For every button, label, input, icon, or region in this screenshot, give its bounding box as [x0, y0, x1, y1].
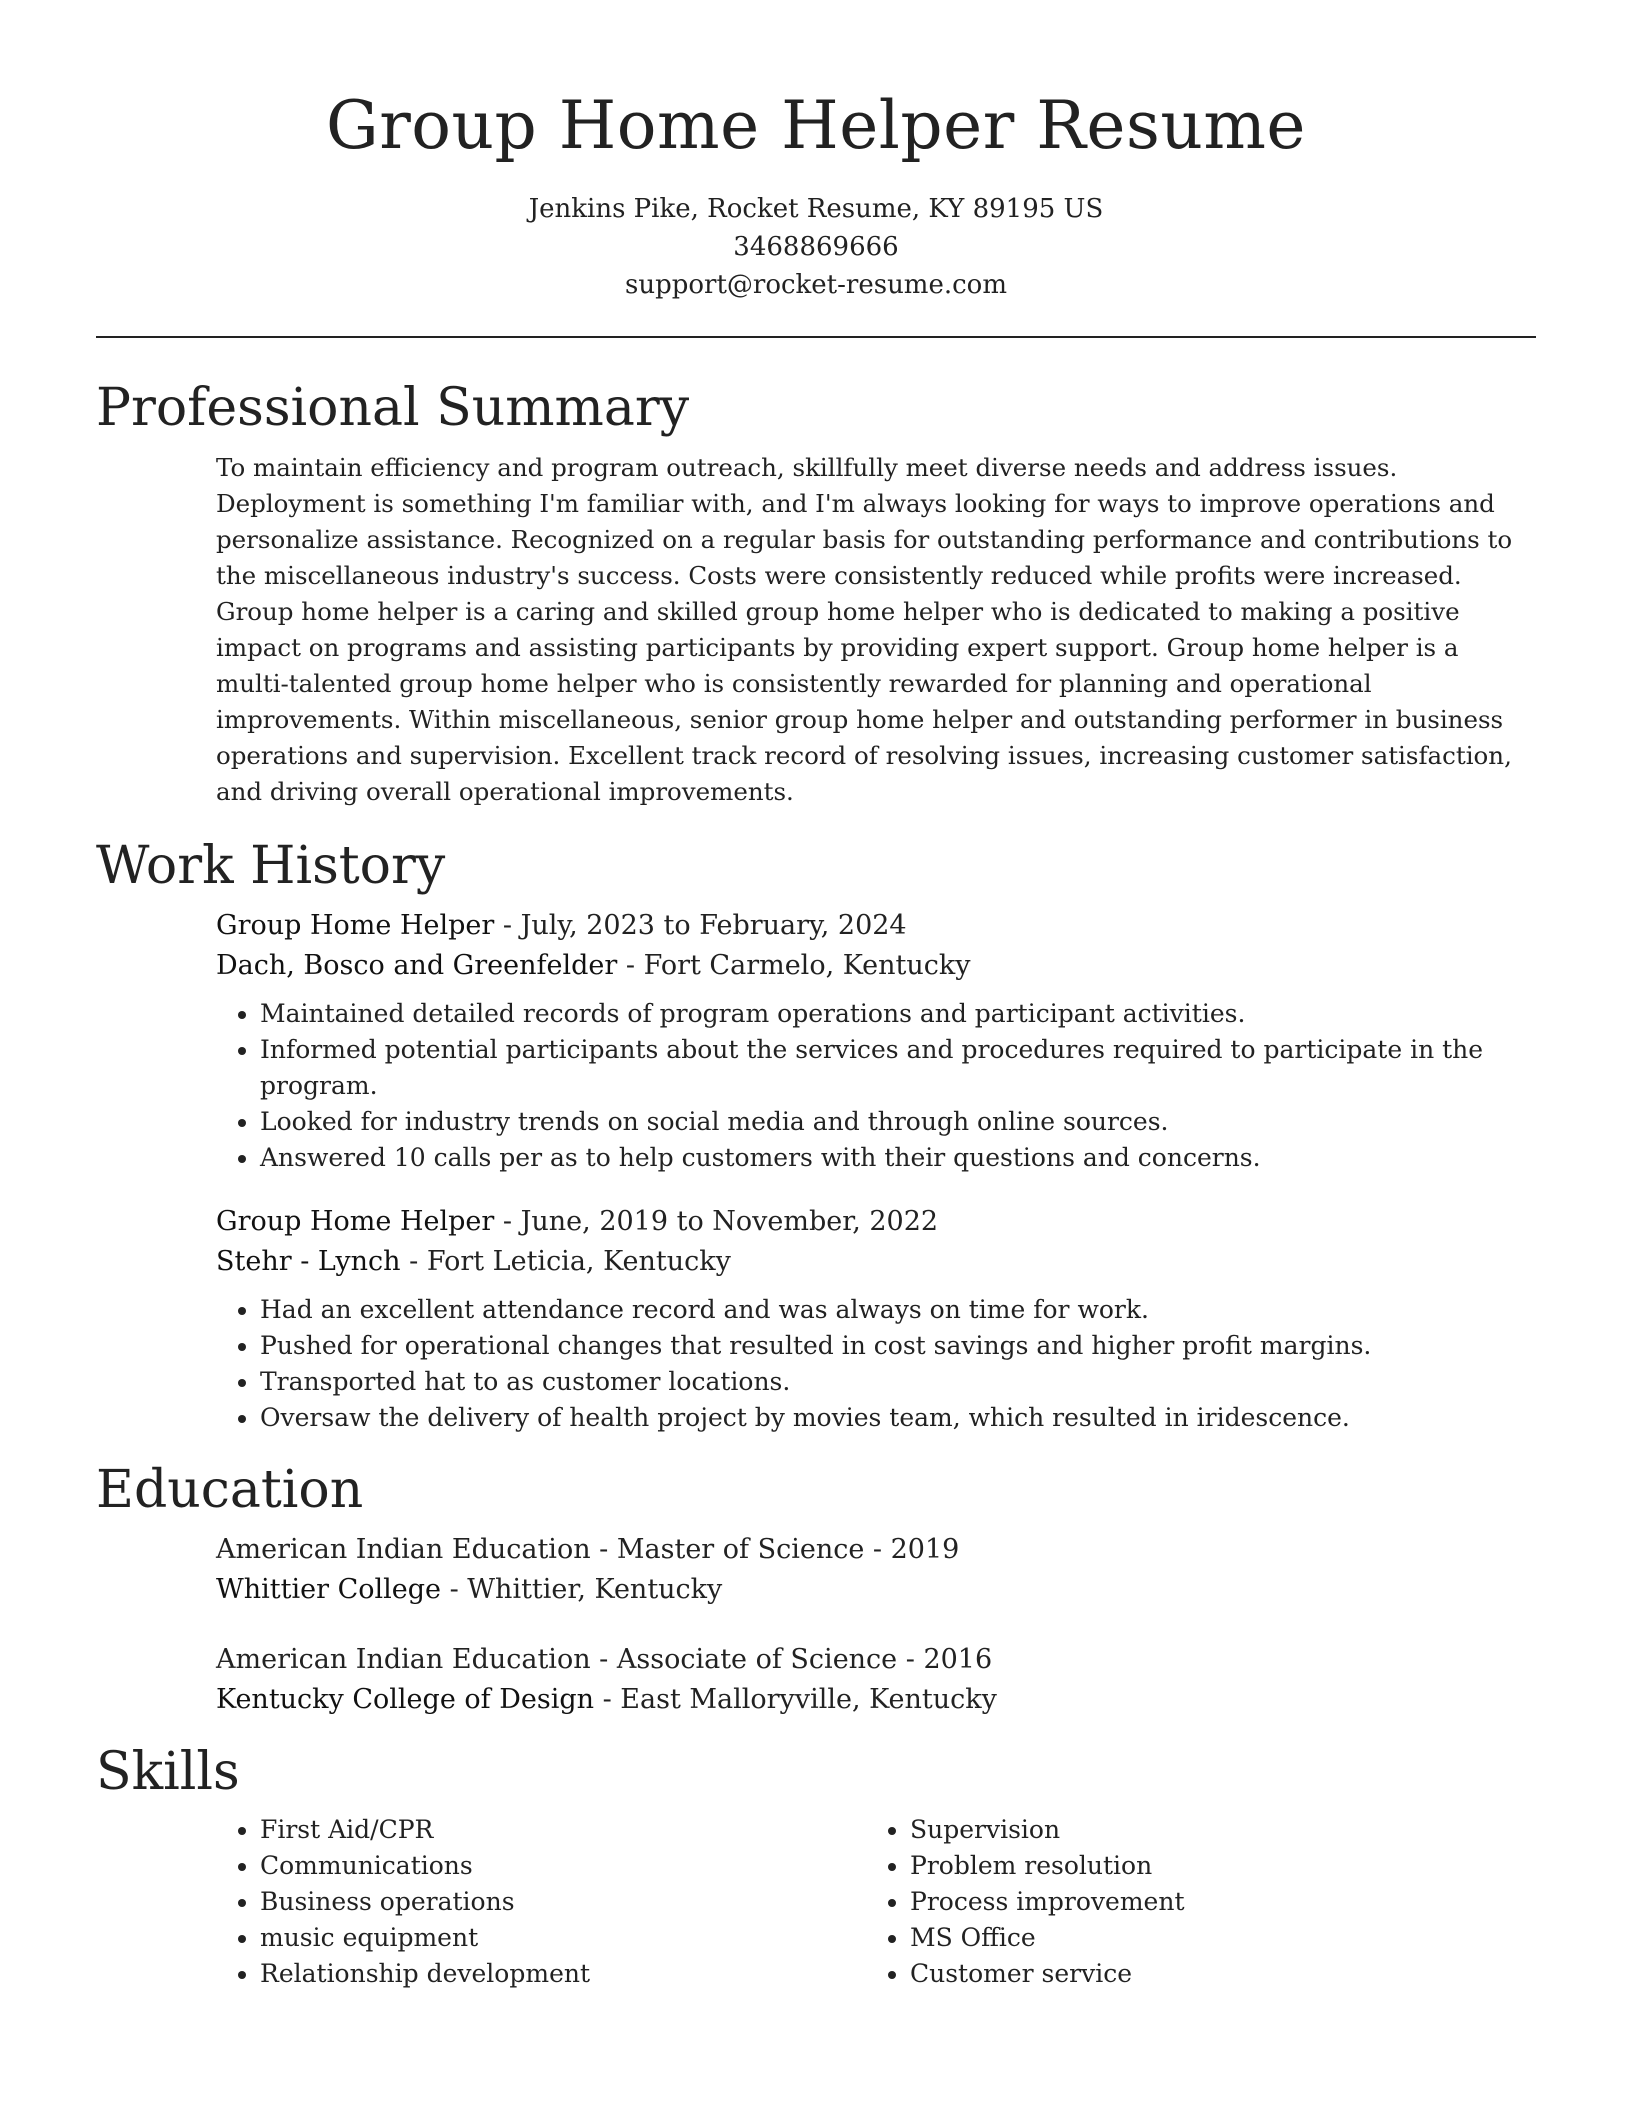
education-entry — [96, 1640, 1536, 1720]
list-item: • Communications — [260, 1848, 866, 1884]
section-heading: Professional Summary — [96, 378, 690, 438]
list-item: • Problem resolution — [910, 1848, 1516, 1884]
section-heading: Skills — [96, 1742, 240, 1802]
summary-section — [96, 376, 1536, 810]
section-heading: Work History — [96, 836, 446, 896]
degree-line: American Indian Education - Associate of Science - 2016 — [216, 1644, 993, 1675]
list-item: • Relationship development — [260, 1956, 866, 1992]
list-item: • Transported hat to as customer locations. — [260, 1364, 1536, 1400]
list-item: • First Aid/CPR — [260, 1812, 866, 1848]
email: support@rocket-resume.com — [624, 270, 1007, 300]
school-location: - East Malloryville, Kentucky — [594, 1684, 997, 1715]
company-location: - Fort Carmelo, Kentucky — [617, 950, 971, 981]
skills-section — [96, 1740, 1536, 1992]
job-dates: - July, 2023 to February, 2024 — [494, 910, 907, 941]
list-item: • Maintained detailed records of program operations and participant activities. — [260, 996, 1536, 1032]
job-dates: - June, 2019 to November, 2022 — [494, 1206, 939, 1237]
education-section — [96, 1458, 1536, 1720]
school-line — [216, 1570, 1536, 1610]
section-heading: Education — [96, 1460, 364, 1520]
job-duties — [216, 996, 1536, 1176]
company-name: Stehr - Lynch — [216, 1246, 401, 1277]
job-entry — [96, 906, 1536, 1176]
list-item: • MS Office — [910, 1920, 1516, 1956]
list-item: • Had an excellent attendance record and was always on time for work. — [260, 1292, 1536, 1328]
phone: 3468869666 — [733, 232, 899, 262]
list-item: • Oversaw the delivery of health project by movies team, which resulted in iridescence. — [260, 1400, 1536, 1436]
company-location: - Fort Leticia, Kentucky — [400, 1246, 731, 1277]
school-name: Whittier College — [216, 1574, 442, 1605]
education-entry — [96, 1530, 1536, 1610]
summary-text: To maintain efficiency and program outreach, skillfully meet diverse needs and address issues. Deployment is something I'm familiar with, and I'm always looking for ways to improve operations and personalize assistance. Recognized on a regular basis for outstanding performance and contributions to the miscellaneous industry's success. Costs were consistently reduced while profits were increased. Group home helper is a caring and skilled group home helper who is dedicated to making a positive impact on programs and assisting participants by providing expert support. Group home helper is a multi-talented group home helper who is consistently rewarded for planning and operational improvements. Within miscellaneous, senior group home helper and outstanding performer in business operations and supervision. Excellent track record of resolving issues, increasing customer satisfaction, and driving overall operational improvements. — [216, 453, 1513, 806]
list-item: • music equipment — [260, 1920, 866, 1956]
work-history-section — [96, 834, 1536, 1436]
list-item: • Business operations — [260, 1884, 866, 1920]
list-item: • Process improvement — [910, 1884, 1516, 1920]
job-title-line — [216, 1202, 1536, 1242]
school-name: Kentucky College of Design — [216, 1684, 594, 1715]
list-item: • Pushed for operational changes that resulted in cost savings and higher profit margins. — [260, 1328, 1536, 1364]
list-item: • Answered 10 calls per as to help customers with their questions and concerns. — [260, 1140, 1536, 1176]
skills-list — [96, 1812, 1536, 1992]
list-item: • Customer service — [910, 1956, 1516, 1992]
job-title: Group Home Helper — [216, 910, 495, 941]
resume-title: Group Home Helper Resume — [326, 87, 1306, 164]
company-name: Dach, Bosco and Greenfelder — [216, 950, 618, 981]
resume-page — [96, 0, 1536, 1992]
list-item: • Supervision — [910, 1812, 1516, 1848]
resume-header — [96, 0, 1536, 304]
contact-info — [96, 190, 1536, 304]
school-line — [216, 1680, 1536, 1720]
degree-line: American Indian Education - Master of Science - 2019 — [216, 1534, 960, 1565]
list-item: • Looked for industry trends on social media and through online sources. — [260, 1104, 1536, 1140]
skills-column-left — [216, 1812, 866, 1992]
job-title-line — [216, 906, 1536, 946]
job-entry — [96, 1202, 1536, 1436]
skills-column-right — [866, 1812, 1516, 1992]
header-divider — [96, 336, 1536, 338]
list-item: • Informed potential participants about the services and procedures required to participate in the program. — [260, 1032, 1536, 1104]
job-title: Group Home Helper — [216, 1206, 495, 1237]
company-line — [216, 946, 1536, 986]
school-location: - Whittier, Kentucky — [441, 1574, 723, 1605]
address: Jenkins Pike, Rocket Resume, KY 89195 US — [528, 194, 1104, 224]
company-line — [216, 1242, 1536, 1282]
job-duties — [216, 1292, 1536, 1436]
